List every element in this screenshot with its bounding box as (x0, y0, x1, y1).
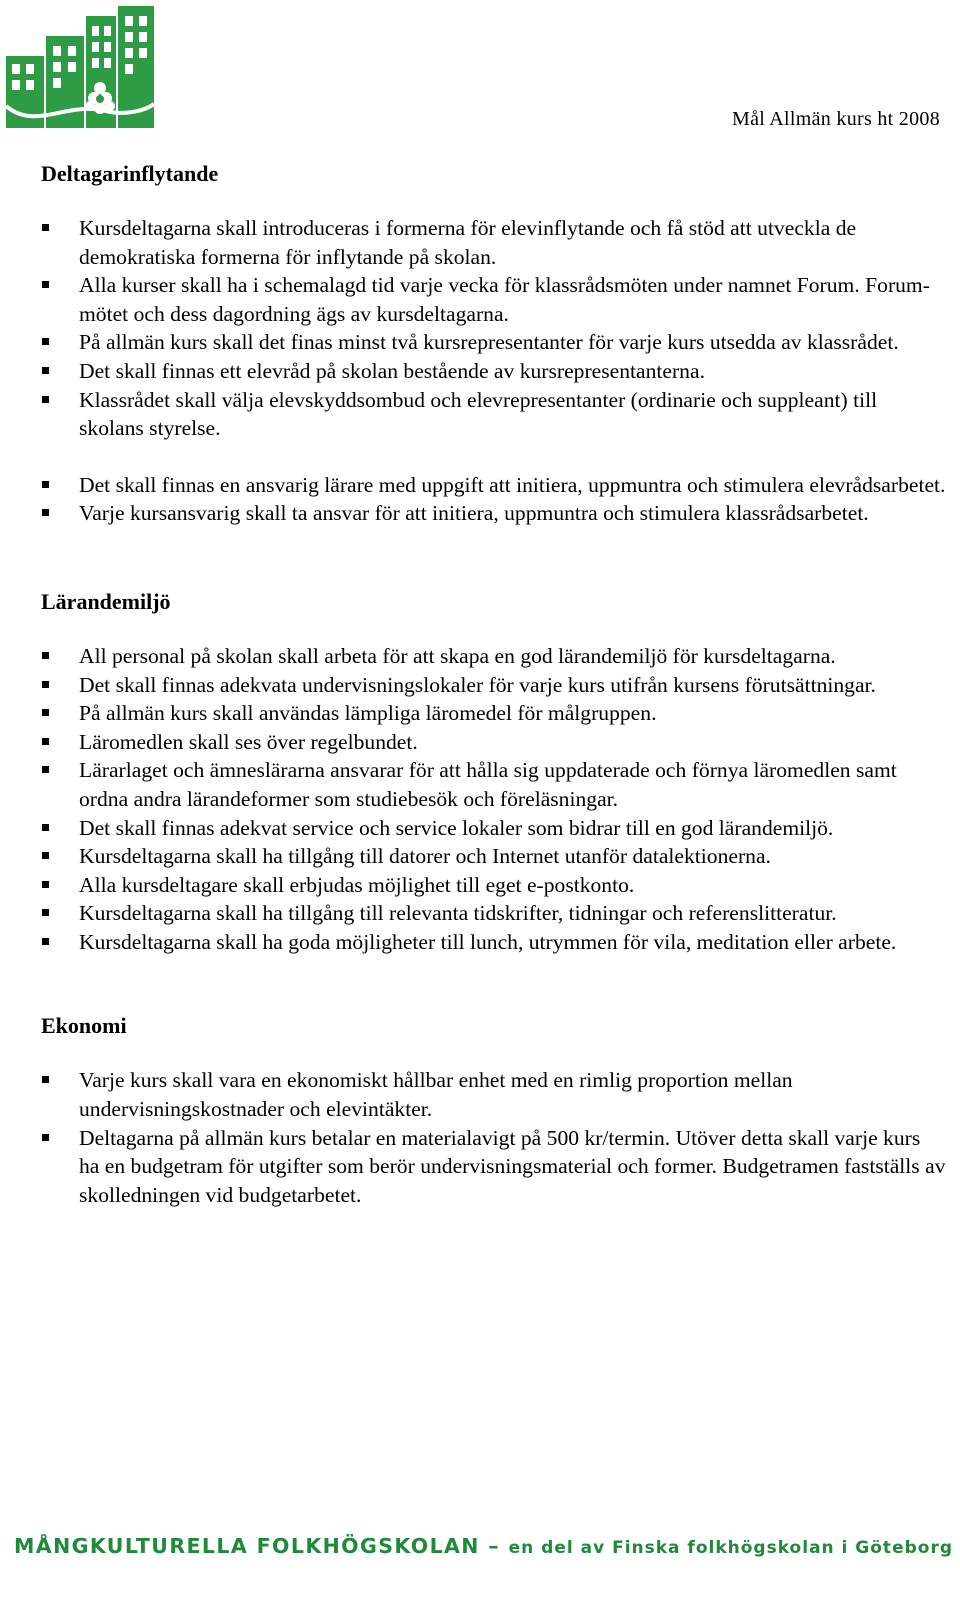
list-item: Kursdeltagarna skall ha tillgång till relevanta tidskrifter, tidningar och referenslitteratur. (41, 899, 946, 928)
list-item: All personal på skolan skall arbeta för att skapa en god lärandemiljö för kursdeltagarna. (41, 642, 946, 671)
section-deltagarinflytande (41, 158, 946, 528)
list-item: Lärarlaget och ämneslärarna ansvarar för att hålla sig uppdaterade och förnya läromedlen samt ordna andra lärandeformer som studiebesök och föreläsningar. (41, 756, 946, 813)
list-item: Kursdeltagarna skall introduceras i formerna för elevinflytande och få stöd att utveckla de demokratiska formerna för inflytande på skolan. (41, 214, 946, 271)
footer-school-name: MÅNGKULTURELLA FOLKHÖGSKOLAN (14, 1534, 480, 1558)
bullet-list (41, 1066, 946, 1209)
list-item: Det skall finnas adekvata undervisningslokaler för varje kurs utifrån kursens förutsättningar. (41, 671, 946, 700)
list-item: Det skall finnas ett elevråd på skolan bestående av kursrepresentanterna. (41, 357, 946, 386)
section-ekonomi (41, 1010, 946, 1209)
footer-dash: – (479, 1534, 509, 1558)
list-item: Alla kurser skall ha i schemalagd tid varje vecka för klassrådsmöten under namnet Forum. Forum-mötet och dess dagordning ägs av kursdeltagarna. (41, 271, 946, 328)
list-item: På allmän kurs skall det finas minst två kursrepresentanter för varje kurs utsedda av klassrådet. (41, 328, 946, 357)
document-body (41, 158, 946, 1209)
folkhogskolan-logo-icon (6, 6, 154, 128)
logo (6, 6, 154, 128)
list-item: Det skall finnas adekvat service och service lokaler som bidrar till en god lärandemiljö. (41, 814, 946, 843)
footer-tagline: en del av Finska folkhögskolan i Göteborg (508, 1538, 953, 1558)
list-item: Varje kurs skall vara en ekonomiskt hållbar enhet med en rimlig proportion mellan undervisningskostnader och elevintäkter. (41, 1066, 946, 1123)
bullet-list (41, 471, 946, 528)
list-item: Alla kursdeltagare skall erbjudas möjlighet till eget e-postkonto. (41, 871, 946, 900)
bullet-list (41, 642, 946, 957)
section-title: Deltagarinflytande (41, 161, 219, 186)
list-item: Klassrådet skall välja elevskyddsombud och elevrepresentanter (ordinarie och suppleant) till skolans styrelse. (41, 386, 946, 443)
section-title: Lärandemiljö (41, 588, 171, 614)
list-item: På allmän kurs skall användas lämpliga läromedel för målgruppen. (41, 699, 946, 728)
list-item: Deltagarna på allmän kurs betalar en materialavigt på 500 kr/termin. Utöver detta skall varje kurs ha en budgetram för utgifter som berör undervisningsmaterial och former. Budgetramen fastställs av skolledningen vid budgetarbetet. (41, 1124, 946, 1210)
document-header-title: Mål Allmän kurs ht 2008 (731, 108, 940, 130)
bullet-list (41, 214, 946, 443)
footer (14, 1534, 953, 1558)
list-item: Varje kursansvarig skall ta ansvar för att initiera, uppmuntra och stimulera klassrådsarbetet. (41, 499, 946, 528)
list-item: Läromedlen skall ses över regelbundet. (41, 728, 946, 757)
list-item: Kursdeltagarna skall ha tillgång till datorer och Internet utanför datalektionerna. (41, 842, 946, 871)
list-item: Det skall finnas en ansvarig lärare med uppgift att initiera, uppmuntra och stimulera elevrådsarbetet. (41, 471, 946, 500)
section-larandemiljo (41, 586, 946, 957)
section-title: Ekonomi (41, 1013, 127, 1039)
list-item: Kursdeltagarna skall ha goda möjligheter till lunch, utrymmen för vila, meditation eller arbete. (41, 928, 946, 957)
